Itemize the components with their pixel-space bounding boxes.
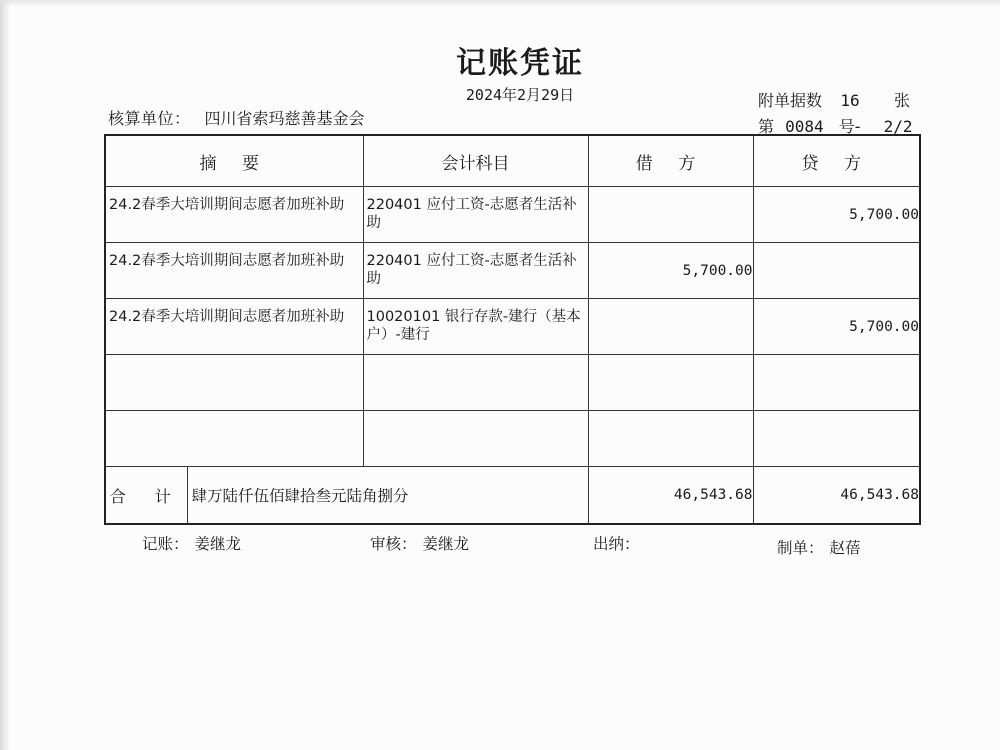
summary-text: [106, 411, 363, 420]
scan-edge-top: [0, 0, 1000, 6]
voucher-number-value: 0084: [785, 117, 824, 136]
preparer-name: 赵蓓: [829, 539, 861, 557]
debit-amount: [588, 299, 753, 355]
account-cell: [363, 187, 588, 243]
account-text: 220401 应付工资-志愿者生活补助: [366, 197, 577, 231]
accounting-unit: [108, 106, 365, 129]
summary-text: 24.2春季大培训期间志愿者加班补助: [109, 253, 345, 269]
total-label: 合 计: [105, 467, 187, 525]
accounting-unit-value: 四川省索玛慈善基金会: [204, 109, 365, 128]
preparer: [777, 536, 861, 558]
account-text: 10020101 银行存款-建行（基本户）-建行: [366, 309, 581, 343]
table-row: [105, 243, 920, 299]
debit-amount: [588, 187, 753, 243]
account-text: [364, 355, 588, 364]
credit-header: 贷 方: [753, 135, 920, 187]
attachment-suffix: 张: [894, 91, 911, 110]
table-row: [105, 411, 920, 467]
account-text: 220401 应付工资-志愿者生活补助: [366, 253, 577, 287]
account-cell: [363, 243, 588, 299]
debit-amount: 5,700.00: [588, 243, 753, 299]
bookkeeper-label: 记账：: [142, 535, 189, 553]
cashier-label: 出纳：: [593, 535, 640, 553]
table-row: [105, 355, 920, 411]
summary-cell: [105, 187, 363, 243]
summary-cell: [105, 299, 363, 355]
auditor-label: 审核：: [370, 535, 417, 553]
debit-amount: [588, 355, 753, 411]
summary-text: 24.2春季大培训期间志愿者加班补助: [109, 309, 345, 325]
account-text: [364, 411, 588, 420]
auditor: [370, 532, 469, 554]
account-cell: [363, 411, 588, 467]
debit-amount: [588, 411, 753, 467]
summary-cell: [105, 411, 363, 467]
credit-amount: 5,700.00: [753, 299, 920, 355]
total-debit: 46,543.68: [588, 467, 753, 525]
bookkeeper-name: 姜继龙: [194, 535, 242, 553]
total-credit: 46,543.68: [753, 467, 920, 525]
voucher-title: 记账凭证: [456, 46, 584, 81]
account-cell: [363, 355, 588, 411]
table-header: [105, 135, 920, 187]
scan-edge-left: [0, 0, 10, 750]
summary-header: 摘 要: [105, 135, 363, 187]
cashier: [593, 532, 646, 554]
summary-cell: [105, 355, 363, 411]
account-cell: [363, 299, 588, 355]
summary-text: [106, 355, 363, 364]
total-row: [105, 467, 920, 525]
preparer-label: 制单：: [777, 539, 824, 557]
table-row: [105, 187, 920, 243]
account-header: 会计科目: [363, 135, 588, 187]
accounting-unit-label: 核算单位：: [108, 109, 191, 128]
total-in-words: 肆万陆仟伍佰肆拾叁元陆角捌分: [187, 467, 588, 525]
credit-amount: [753, 411, 920, 467]
credit-amount: 5,700.00: [753, 187, 920, 243]
summary-text: 24.2春季大培训期间志愿者加班补助: [109, 197, 345, 213]
attachment-label: 附单据数: [758, 91, 823, 110]
attachment-number: 16: [840, 91, 860, 110]
summary-cell: [105, 243, 363, 299]
credit-amount: [753, 243, 920, 299]
auditor-name: 姜继龙: [422, 535, 470, 553]
voucher-table: [104, 134, 921, 525]
voucher-number-mid: 号-: [838, 117, 861, 136]
table-row: [105, 299, 920, 355]
credit-amount: [753, 355, 920, 411]
voucher-number-prefix: 第: [758, 117, 775, 136]
bookkeeper: [142, 532, 241, 554]
debit-header: 借 方: [588, 135, 753, 187]
attachment-count: [758, 88, 910, 111]
voucher-date: 2024年2月29日: [465, 86, 575, 104]
voucher-page: 2/2: [883, 117, 913, 136]
